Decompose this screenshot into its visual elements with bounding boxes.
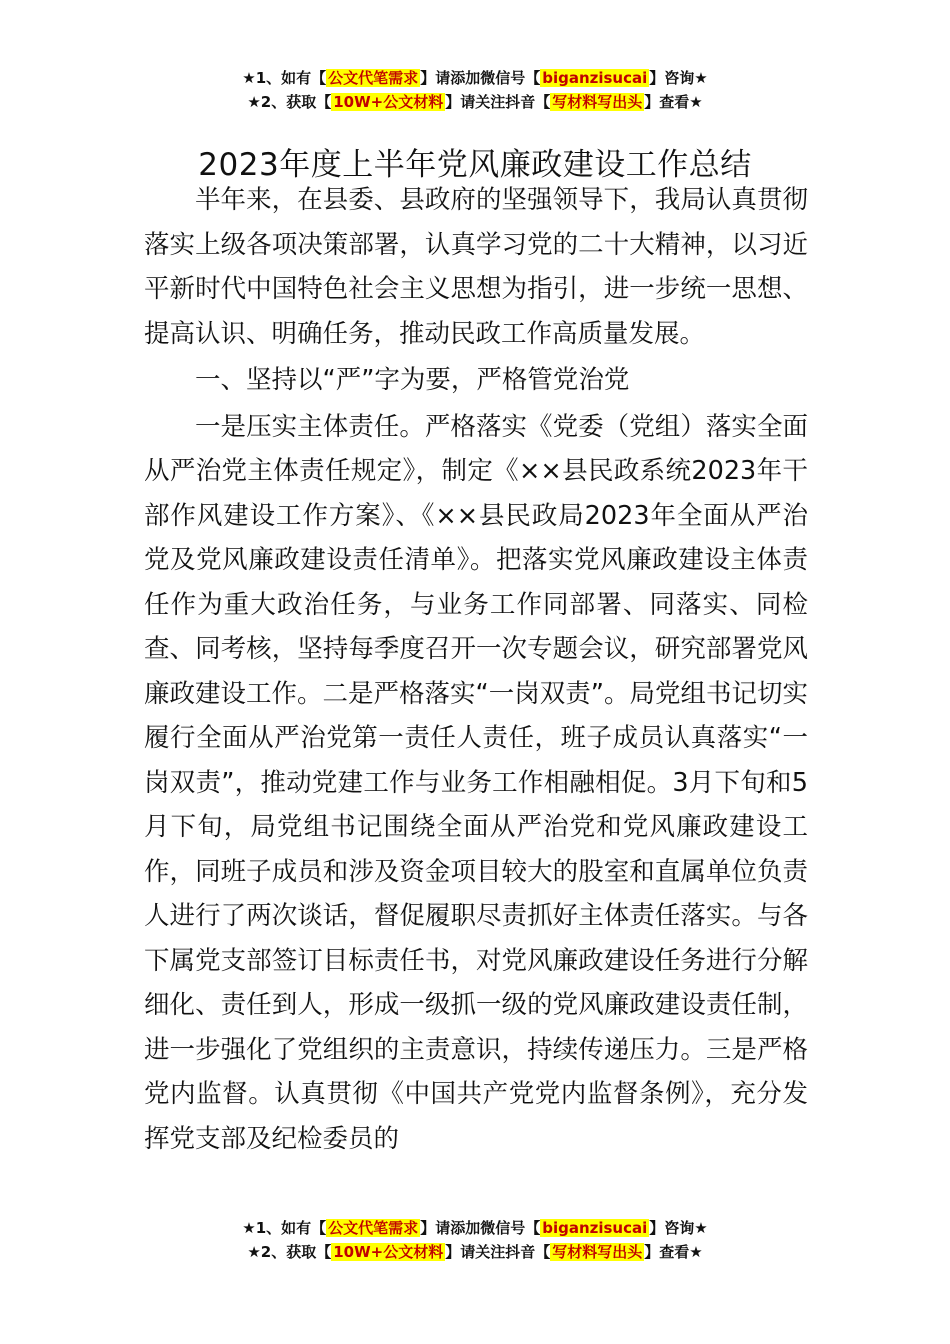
banner-text: 】咨询★ [649,1219,708,1237]
banner-text: ★1、如有【 [242,1219,327,1237]
paragraph-intro: 半年来，在县委、县政府的坚强领导下，我局认真贯彻落实上级各项决策部署，认真学习党的二十大精神，以习近平新时代中国特色社会主义思想为指引，进一步统一思想、提高认识、明确任务，推动民政工作高质量发展。 [144,185,808,349]
banner-highlight: biganzisucai [542,1219,648,1237]
banner-text: 】请关注抖音【 [445,1243,551,1261]
paragraph-body: 一是压实主体责任。严格落实《党委（党组）落实全面从严治党主体责任规定》，制定《××县民政系统2023年干部作风建设工作方案》、《××县民政局2023年全面从严治党及党风廉政建设责任清单》。把落实党风廉政建设主体责任作为重大政治任务，与业务工作同部署、同落实、同检查、同考核，坚持每季度召开一次专题会议，研究部署党风廉政建设工作。二是严格落实“一岗双责”。局党组书记切实履行全面从严治党第一责任人责任，班子成员认真落实“一岗双责”，推动党建工作与业务工作相融相促。3月下旬和5月下旬，局党组书记围绕全面从严治党和党风廉政建设工作，同班子成员和涉及资金项目较大的股室和直属单位负责人进行了两次谈话，督促履职尽责抓好主体责任落实。与各下属党支部签订目标责任书，对党风廉政建设任务进行分解细化、责任到人，形成一级抓一级的党风廉政建设责任制，进一步强化了党组织的主责意识，持续传递压力。三是严格党内监督。认真贯彻《中国共产党党内监督条例》，充分发挥党支部及纪检委员的 [144,411,808,1154]
banner-text: ★2、获取【 [247,93,332,111]
banner-line-2 [0,1240,950,1264]
banner-highlight: biganzisucai [542,69,648,87]
banner-highlight: 写材料写出头 [552,1243,643,1261]
section-heading: 一、坚持以“严”字为要，严格管党治党 [195,365,630,395]
banner-highlight: 10W+公文材料 [333,93,444,111]
banner-highlight: 公文代笔需求 [328,69,419,87]
banner-highlight: 写材料写出头 [552,93,643,111]
banner-text: ★1、如有【 [242,69,327,87]
banner-text: 】查看★ [644,93,703,111]
banner-line-2 [0,90,950,114]
banner-line-1 [0,1216,950,1240]
banner-text: 】请添加微信号【 [420,69,541,87]
banner-text: ★2、获取【 [247,1243,332,1261]
banner-text: 】请添加微信号【 [420,1219,541,1237]
document-body [144,178,808,1161]
header-banner [0,66,950,114]
banner-highlight: 10W+公文材料 [333,1243,444,1261]
banner-text: 】查看★ [644,1243,703,1261]
banner-text: 】咨询★ [649,69,708,87]
document-title: 2023年度上半年党风廉政建设工作总结 [198,146,752,183]
banner-highlight: 公文代笔需求 [328,1219,419,1237]
footer-banner [0,1216,950,1264]
banner-line-1 [0,66,950,90]
banner-text: 】请关注抖音【 [445,93,551,111]
